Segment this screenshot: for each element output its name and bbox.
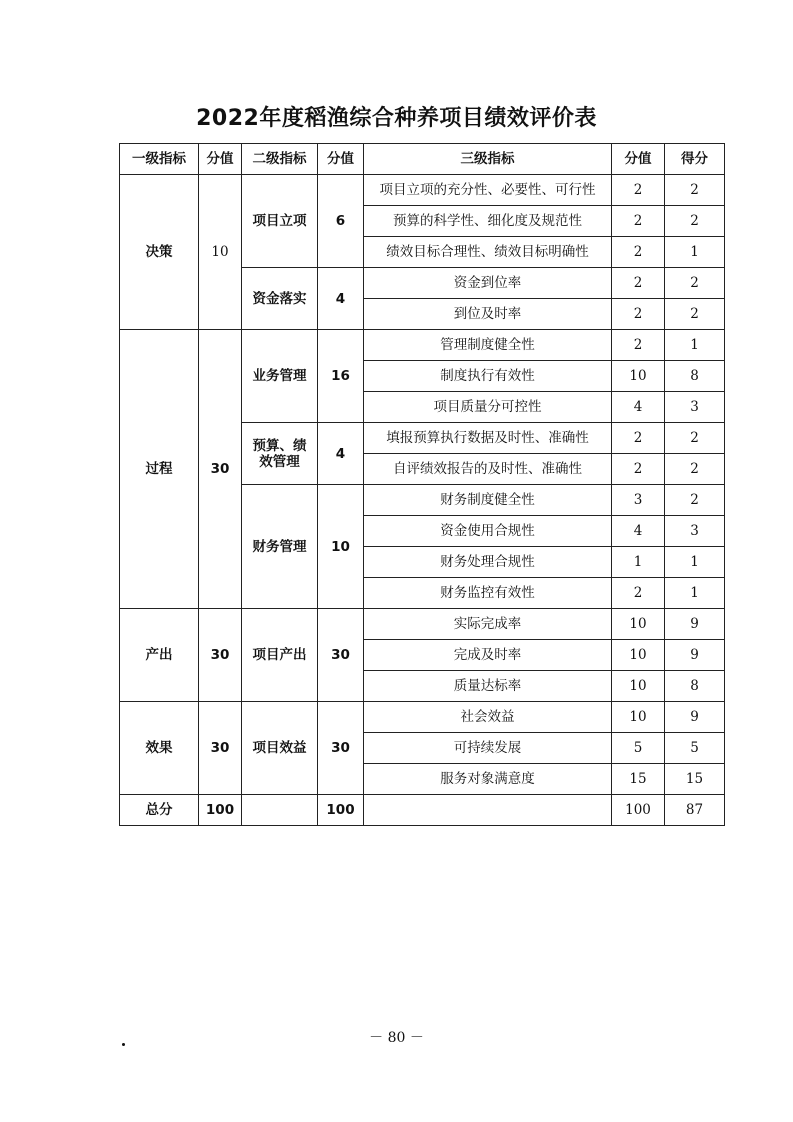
header-score2: 分值 bbox=[318, 144, 364, 175]
level3-score: 2 bbox=[612, 175, 665, 206]
table-row bbox=[120, 330, 725, 361]
level3-score: 4 bbox=[612, 392, 665, 423]
level3-name: 绩效目标合理性、绩效目标明确性 bbox=[364, 237, 612, 268]
header-score1: 分值 bbox=[199, 144, 242, 175]
level2-score: 30 bbox=[318, 609, 364, 702]
level2-score: 30 bbox=[318, 702, 364, 795]
level3-points: 2 bbox=[665, 454, 725, 485]
level2-name: 项目效益 bbox=[242, 702, 318, 795]
level3-name: 资金到位率 bbox=[364, 268, 612, 299]
level3-name: 财务处理合规性 bbox=[364, 547, 612, 578]
level2-name: 业务管理 bbox=[242, 330, 318, 423]
level1-score: 30 bbox=[199, 330, 242, 609]
level1-score: 30 bbox=[199, 609, 242, 702]
level1-name: 效果 bbox=[120, 702, 199, 795]
level2-name: 财务管理 bbox=[242, 485, 318, 609]
level3-name: 项目质量分可控性 bbox=[364, 392, 612, 423]
level1-name: 过程 bbox=[120, 330, 199, 609]
level3-score: 2 bbox=[612, 423, 665, 454]
level3-score: 1 bbox=[612, 547, 665, 578]
level3-points: 2 bbox=[665, 175, 725, 206]
level3-name: 可持续发展 bbox=[364, 733, 612, 764]
level3-name: 社会效益 bbox=[364, 702, 612, 733]
table-row bbox=[120, 702, 725, 733]
page-number: － 80 － bbox=[369, 1030, 424, 1046]
level3-points: 9 bbox=[665, 640, 725, 671]
level3-score: 5 bbox=[612, 733, 665, 764]
level2-name: 项目立项 bbox=[242, 175, 318, 268]
level3-points: 1 bbox=[665, 578, 725, 609]
total-points: 87 bbox=[665, 795, 725, 826]
level2-score: 4 bbox=[318, 268, 364, 330]
level3-points: 3 bbox=[665, 392, 725, 423]
level3-name: 管理制度健全性 bbox=[364, 330, 612, 361]
level3-score: 2 bbox=[612, 237, 665, 268]
total-score2: 100 bbox=[318, 795, 364, 826]
level3-score: 2 bbox=[612, 268, 665, 299]
level3-points: 9 bbox=[665, 609, 725, 640]
level3-score: 10 bbox=[612, 609, 665, 640]
level3-score: 10 bbox=[612, 361, 665, 392]
total-empty-cell bbox=[242, 795, 318, 826]
level3-points: 2 bbox=[665, 299, 725, 330]
total-label: 总分 bbox=[120, 795, 199, 826]
level3-name: 完成及时率 bbox=[364, 640, 612, 671]
header-level1: 一级指标 bbox=[120, 144, 199, 175]
level3-score: 2 bbox=[612, 299, 665, 330]
level3-score: 15 bbox=[612, 764, 665, 795]
level3-name: 资金使用合规性 bbox=[364, 516, 612, 547]
level3-name: 项目立项的充分性、必要性、可行性 bbox=[364, 175, 612, 206]
level3-score: 4 bbox=[612, 516, 665, 547]
level3-points: 1 bbox=[665, 237, 725, 268]
header-level3: 三级指标 bbox=[364, 144, 612, 175]
table-row bbox=[120, 175, 725, 206]
header-points: 得分 bbox=[665, 144, 725, 175]
level3-name: 质量达标率 bbox=[364, 671, 612, 702]
total-row bbox=[120, 795, 725, 826]
level2-name: 资金落实 bbox=[242, 268, 318, 330]
level3-points: 2 bbox=[665, 268, 725, 299]
level3-name: 填报预算执行数据及时性、准确性 bbox=[364, 423, 612, 454]
level3-score: 2 bbox=[612, 454, 665, 485]
level2-score: 6 bbox=[318, 175, 364, 268]
level3-points: 1 bbox=[665, 547, 725, 578]
level2-name: 预算、绩效管理 bbox=[242, 423, 318, 485]
level3-points: 8 bbox=[665, 671, 725, 702]
level3-points: 8 bbox=[665, 361, 725, 392]
level3-score: 2 bbox=[612, 578, 665, 609]
level3-score: 2 bbox=[612, 330, 665, 361]
level3-points: 1 bbox=[665, 330, 725, 361]
level3-score: 3 bbox=[612, 485, 665, 516]
level3-score: 10 bbox=[612, 702, 665, 733]
level3-name: 自评绩效报告的及时性、准确性 bbox=[364, 454, 612, 485]
level3-name: 预算的科学性、细化度及规范性 bbox=[364, 206, 612, 237]
total-score1: 100 bbox=[199, 795, 242, 826]
level3-points: 3 bbox=[665, 516, 725, 547]
level3-name: 制度执行有效性 bbox=[364, 361, 612, 392]
total-score3: 100 bbox=[612, 795, 665, 826]
header-level2: 二级指标 bbox=[242, 144, 318, 175]
level2-score: 10 bbox=[318, 485, 364, 609]
level3-points: 9 bbox=[665, 702, 725, 733]
level3-name: 服务对象满意度 bbox=[364, 764, 612, 795]
level3-score: 10 bbox=[612, 671, 665, 702]
table-row bbox=[120, 609, 725, 640]
level2-name: 项目产出 bbox=[242, 609, 318, 702]
level3-points: 2 bbox=[665, 423, 725, 454]
level3-name: 实际完成率 bbox=[364, 609, 612, 640]
level3-name: 到位及时率 bbox=[364, 299, 612, 330]
level3-points: 5 bbox=[665, 733, 725, 764]
level3-name: 财务制度健全性 bbox=[364, 485, 612, 516]
dot-mark bbox=[122, 1043, 125, 1046]
level3-points: 2 bbox=[665, 206, 725, 237]
level1-name: 产出 bbox=[120, 609, 199, 702]
total-empty-cell bbox=[364, 795, 612, 826]
level3-score: 2 bbox=[612, 206, 665, 237]
level3-name: 财务监控有效性 bbox=[364, 578, 612, 609]
table-header-row bbox=[120, 144, 725, 175]
level3-points: 2 bbox=[665, 485, 725, 516]
level1-score: 10 bbox=[199, 175, 242, 330]
header-score3: 分值 bbox=[612, 144, 665, 175]
level3-score: 10 bbox=[612, 640, 665, 671]
level1-score: 30 bbox=[199, 702, 242, 795]
level2-score: 4 bbox=[318, 423, 364, 485]
page-title: 2022年度稻渔综合种养项目绩效评价表 bbox=[196, 106, 597, 131]
level1-name: 决策 bbox=[120, 175, 199, 330]
level2-score: 16 bbox=[318, 330, 364, 423]
level3-points: 15 bbox=[665, 764, 725, 795]
performance-table bbox=[119, 143, 725, 826]
